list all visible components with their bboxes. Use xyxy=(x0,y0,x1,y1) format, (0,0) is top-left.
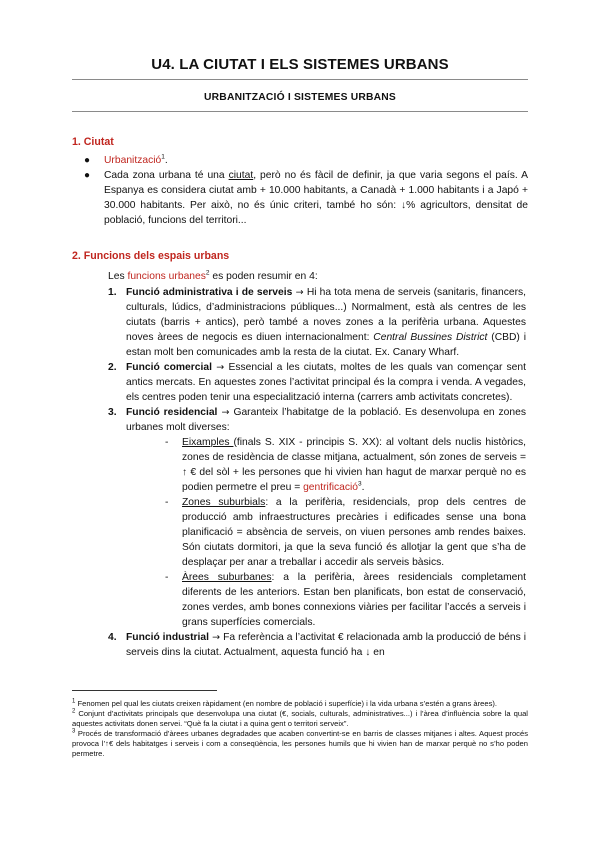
footnote-2: $^2$ Conjunt d’activitats principals que desenvolupa una ciutat (€, socials, culturals, administratives...) i l’àrea d’influència sobre la qual aquestes activitats donen servei. “Què fa la ciutat i a quina gent o territori serveix”. xyxy=(72,708,528,728)
section-2-heading: 2. Funcions dels espais urbans xyxy=(72,250,230,262)
page-title: U4. LA CIUTAT I ELS SISTEMES URBANS xyxy=(151,56,449,73)
bullet-urbanitzacio: ● Urbanització$^1$. xyxy=(84,153,168,166)
list-item-comercial: 2. Funció comercial → Essencial a les ciutats, moltes de les quals van començar sent antics mercats. En aquestes zones l’activitat principal és la compra i venda. A vegades, els centres poden tenir una especialització interna (carrers amb activitats concretes). xyxy=(108,362,527,403)
footnote-3: $^3$ Procés de transformació d’àrees urbanes degradades que acaben convertint-se en barris de classes mitjanes i altes. Aquest procés provoca l’↑€ dels habitatges i serveis i com a conseqüència, les persones humils que hi vivien han de marxar perquè no s’ho poden permetre. xyxy=(72,728,528,758)
bullet-ciutat: ● Cada zona urbana té una ciutat, però no és fàcil de definir, ja que varia segons el país. A Espanya es considera ciutat amb + 10.000 habitants, a Canadà + 1.000 habitants i a Japó + 30.000 habitants. Per això, no és únic criteri, també ho són: ↓% agricultors, densitat de població, funcions del territori... xyxy=(84,170,528,226)
footnote-ref-1[interactable]: 1 xyxy=(161,153,165,161)
footnote-divider xyxy=(72,690,217,691)
footnote-ref-2[interactable]: 2 xyxy=(205,269,210,277)
footnotes xyxy=(72,699,528,759)
item-title: Funció industrial xyxy=(126,632,210,643)
subitem-arees-suburbanes: - Àrees suburbanes: a la perifèria, àrees residencials completament diferents de les anteriors. Estan ben planificats, bon estat de conservació, zones verdes, amb bones connexions viàries per facilitar l’accés a serveis i grans superfícies comercials. xyxy=(165,572,526,628)
title-divider xyxy=(72,79,528,80)
term-ciutat: ciutat xyxy=(228,170,254,181)
term-urbanitzacio: Urbanització xyxy=(104,155,162,166)
footnote-1: $^1$ Fenomen pel qual les ciutats creixen ràpidament (en nombre de població i superfície) i la vida urbana s’estén a grans àrees). xyxy=(72,698,498,708)
section-2-intro: Les funcions urbanes$^2$ es poden resumir en 4: xyxy=(108,269,318,282)
list-item-industrial: 4. Funció industrial → Fa referència a l’activitat € relacionada amb la producció de béns i serveis dins la ciutat. Actualment, aquesta funció ha ↓ en xyxy=(108,632,527,658)
page-subtitle: URBANITZACIÓ I SISTEMES URBANS xyxy=(204,92,396,103)
bullet-dot-icon: ● xyxy=(84,155,91,166)
bullet-dot-icon: ● xyxy=(84,170,91,181)
footnote-ref-3[interactable]: 3 xyxy=(358,480,362,488)
subitem-eixamples: - Eixamples (finals S. XIX - principis S. XX): al voltant dels nuclis històrics, zones de residència de classe mitjana, actualment, són zones de serveis = ↑ € del sòl + les persones que hi vivien han hagut de marxar perquè no es podien permetre el preu = gentrificació$^3$. xyxy=(165,437,527,493)
list-item-administrativa: 1. Funció administrativa i de serveis → Hi ha tota mena de serveis (sanitaris, financers, culturals, lúdics, d’administracions públiques...) Normalment, està als centres de les ciutats (barris + antics), però també a noves zones a la perifèria urbana. Aquestes noves àrees de negocis es diuen internacionalment: Central Bussines District (CBD) i estan molt ben comunicades amb la resta de la ciutat. Ex. Canary Wharf. xyxy=(108,287,527,358)
section-1-bullets xyxy=(84,153,528,228)
section-1-heading: 1. Ciutat xyxy=(72,136,114,148)
subitem-zones-suburbials: - Zones suburbials: a la perifèria, residencials, prop dels centres de producció amb infraestructures precàries i edificades sense una bona planificació = absència de serveis, on viuen persones amb rendes baixes. Són ciutats dormitori, ja que la seva funció és allotjar la gent que s’ha de desplaçar per anar a treballar i accedir als serveis bàsics. xyxy=(165,497,526,568)
list-item-residencial: 3. Funció residencial → Garanteix l’habitatge de la població. Es desenvolupa en zones urbanes molt diverses: xyxy=(108,407,526,433)
term-gentrificacio: gentrificació xyxy=(303,482,359,493)
item-title: Funció administrativa i de serveis xyxy=(126,287,293,298)
item-title: Funció comercial xyxy=(126,362,212,373)
functions-list xyxy=(108,285,527,660)
item-title: Funció residencial xyxy=(126,407,218,418)
subtitle-divider xyxy=(72,111,528,112)
term-funcions-urbanes: funcions urbanes xyxy=(127,271,206,282)
